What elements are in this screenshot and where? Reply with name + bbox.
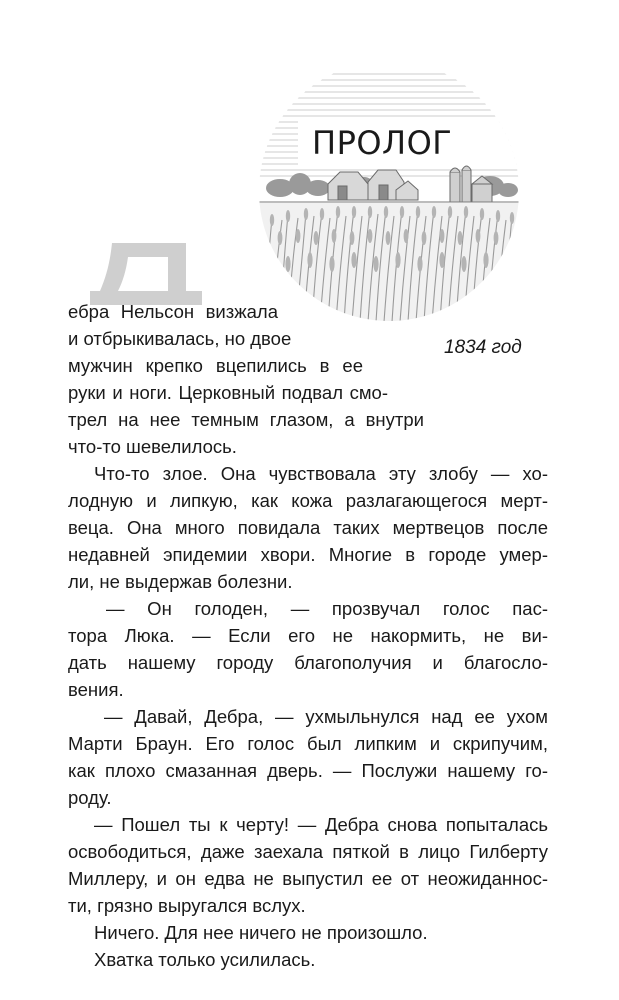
text-line: Миллеру, и он едва не выпустил ее от неожиданнос- [68,868,548,889]
text-line: руки и ноги. Церковный подвал смо- [68,382,388,403]
text-line: Хватка только усилилась. [94,949,316,970]
text-line: веца. Она много повидала таких мертвецов после [68,517,548,538]
text-line: роду. [68,787,112,808]
farm-field-illustration [258,60,520,322]
text-line: мужчин крепко вцепились в ее [68,355,363,376]
text-line: тора Люка. — Если его не накормить, не ви- [68,625,548,646]
text-line: — Пошел ты к черту! — Дебра снова попыталась [94,814,548,835]
text-line: — Давай, Дебра, — ухмыльнулся над ее ухом [104,706,548,727]
text-line: — Он голоден, — прозвучал голос пас- [106,598,548,619]
chapter-year: 1834 год [444,337,522,358]
chapter-title: ПРОЛОГ [312,124,453,162]
text-line: дать нашему городу благополучия и благосло- [68,652,548,673]
text-line: недавней эпидемии хвори. Многие в городе умер- [68,544,548,565]
text-line: Марти Браун. Его голос был липким и скрипучим, [68,733,548,754]
text-line: освободиться, даже заехала пяткой в лицо Гилберту [68,841,548,862]
drop-cap-letter [90,243,202,305]
text-line: что-то шевелилось. [68,436,237,457]
text-line: и отбрыкивалась, но двое [68,328,292,349]
text-line: как плохо смазанная дверь. — Послужи нашему го- [68,760,548,781]
text-line: вения. [68,679,124,700]
text-line: Ничего. Для нее ничего не произошло. [94,922,428,943]
text-line: трел на нее темным глазом, а внутри [68,409,424,430]
text-line: Что-то злое. Она чувствовала эту злобу — хо- [94,463,548,484]
text-line: ти, грязно выругался вслух. [68,895,306,916]
text-line: лодную и липкую, как кожа разлагающегося мерт- [68,490,548,511]
text-line: ли, не выдержав болезни. [68,571,293,592]
text-line: ебра Нельсон визжала [68,301,278,322]
